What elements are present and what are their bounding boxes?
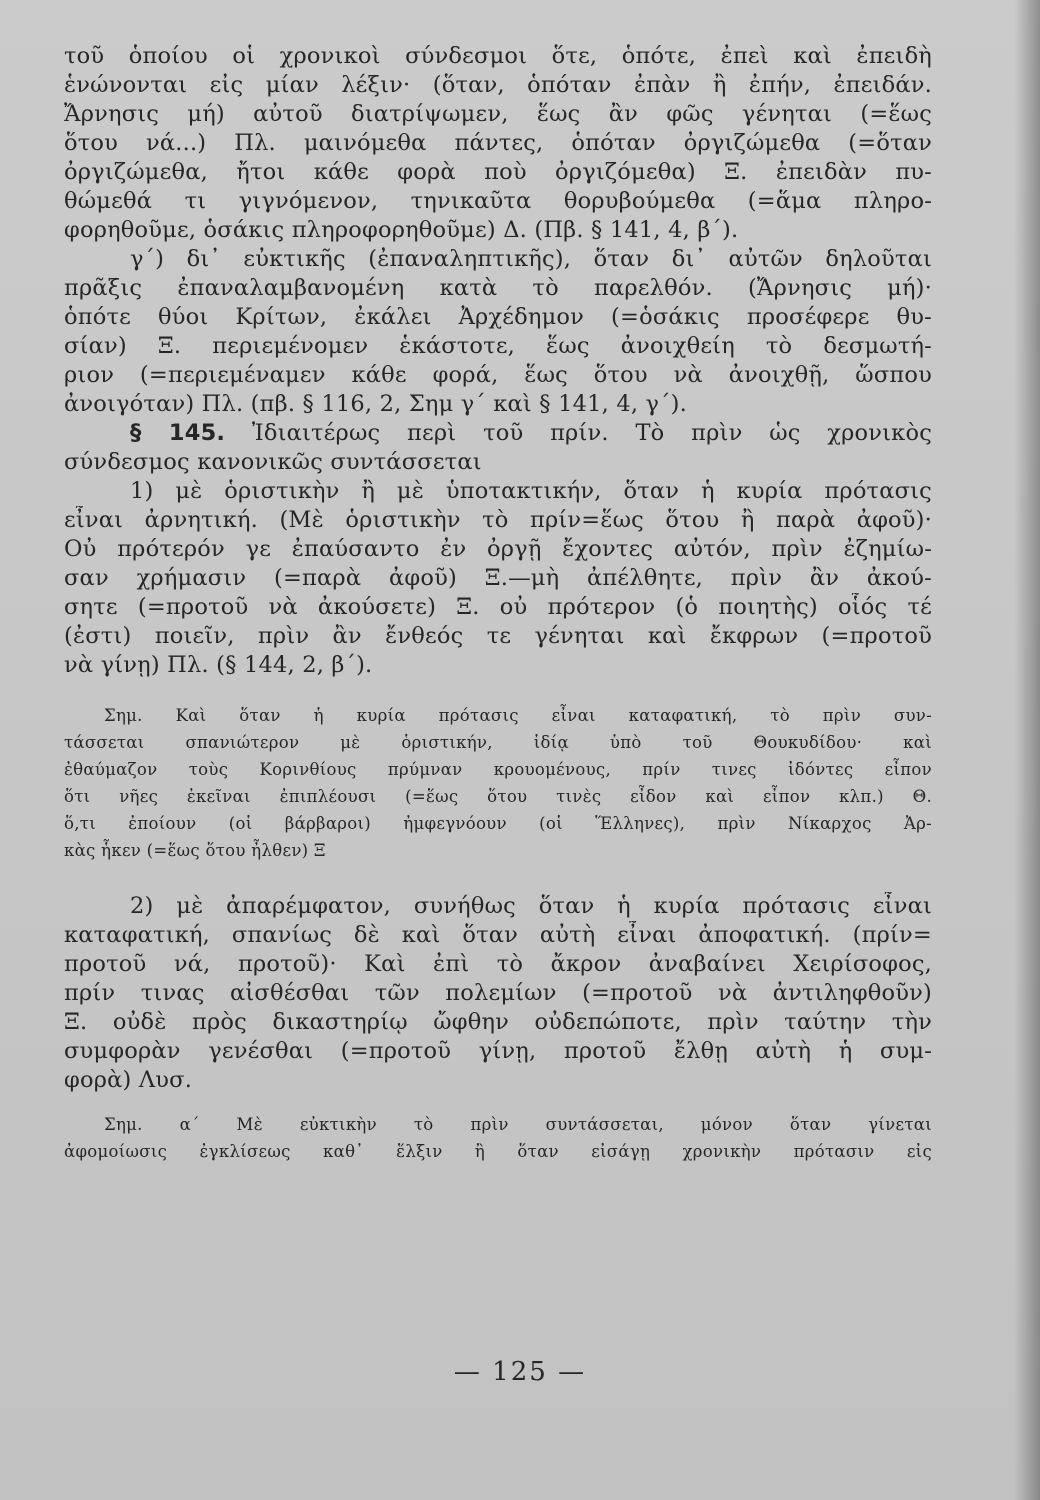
page-text (64, 42, 932, 1165)
note-line: ἐθαύμαζον τοὺς Κορινθίους πρύμναν κρουομένους, πρίν τινες ἰδόντες εἶπον (64, 760, 932, 779)
text-line: εἶναι ἀρνητική. (Μὲ ὁριστικὴν τὸ πρίν=ἕως ὅτου ἢ παρὰ ἀφοῦ)· (64, 507, 932, 533)
text-line: ἑνώνονται εἰς μίαν λέξιν· (ὅταν, ὁπόταν ἐπὰν ἢ ἐπήν, ἐπειδάν. (64, 72, 932, 98)
text-line: τοῦ ὁποίου οἱ χρονικοὶ σύνδεσμοι ὅτε, ὁπότε, ἐπεὶ καὶ ἐπειδὴ (64, 43, 932, 69)
text-line: καταφατική, σπανίως δὲ καὶ ὅταν αὐτὴ εἶναι ἀποφατική. (πρίν= (64, 922, 932, 948)
paragraph-item-2 (64, 892, 932, 1095)
text-line: πρίν τινας αἰσθέσθαι τῶν πολεμίων (=προτοῦ νὰ ἀντιληφθοῦν) (64, 980, 932, 1006)
text-line: σίαν) Ξ. περιεμένομεν ἑκάστοτε, ἕως ἀνοιχθείη τὸ δεσμωτή- (64, 333, 932, 359)
text-line: ἀνοιγόταν) Πλ. (πβ. § 116, 2, Σημ γ΄ καὶ § 141, 4, γ΄). (64, 391, 687, 417)
paragraph-item-1 (64, 477, 932, 680)
note-alpha (64, 1111, 932, 1165)
text-line: Ἄρνησις μή) αὐτοῦ διατρίψωμεν, ἕως ἂν φῶς γένηται (=ἕως (64, 101, 932, 127)
paragraph-continuation (64, 42, 932, 245)
note-line: ἀφομοίωσις ἐγκλίσεως καθ᾿ ἕλξιν ἢ ὅταν εἰσάγῃ χρονικὴν πρότασιν εἰς (64, 1142, 932, 1161)
text-line: προτοῦ νά, προτοῦ)· Καὶ ἐπὶ τὸ ἄκρον ἀναβαίνει Χειρίσοφος, (64, 951, 932, 977)
section-number: § 145. (130, 420, 226, 446)
text-line: θώμεθά τι γιγνόμενον, τηνικαῦτα θορυβούμεθα (=ἅμα πληρο- (64, 188, 932, 214)
text-line: σύνδεσμος κανονικῶς συντάσσεται (64, 449, 482, 475)
note-line: Σημ. Καὶ ὅταν ἡ κυρία πρότασις εἶναι καταφατική, τὸ πρὶν συν- (104, 706, 932, 725)
text-line: φορὰ) Λυσ. (64, 1067, 193, 1093)
note-line: ὅτι νῆες ἐκεῖναι ἐπιπλέουσι (=ἕως ὅτου τινὲς εἶδον καὶ εἶπον κλπ.) Θ. (64, 787, 932, 806)
text-line: ριον (=περιεμέναμεν κάθε φορά, ἕως ὅτου νὰ ἀνοιχθῇ, ὥσπου (64, 362, 932, 388)
text-line: Οὐ πρότερόν γε ἐπαύσαντο ἐν ὀργῇ ἔχοντες αὐτόν, πρὶν ἐζημίω- (64, 536, 932, 562)
text-line: νὰ γίνῃ) Πλ. (§ 144, 2, β΄). (64, 652, 373, 678)
text-line: σητε (=προτοῦ νὰ ἀκούσετε) Ξ. οὐ πρότερον (ὁ ποιητὴς) οἷός τέ (64, 594, 932, 620)
note-line: τάσσεται σπανιώτερον μὲ ὁριστικήν, ἰδίᾳ ὑπὸ τοῦ Θουκυδίδου· καὶ (64, 733, 932, 752)
note-line: ὅ,τι ἐποίουν (οἱ βάρβαροι) ἠμφεγνόουν (οἱ Ἕλληνες), πρὶν Νίκαρχος Ἀρ- (64, 814, 932, 833)
section-title-text: Ἰδιαιτέρως περὶ τοῦ πρίν. Τὸ πρὶν ὡς χρονικὸς (251, 420, 932, 446)
text-line: Ξ. οὐδὲ πρὸς δικαστηρίῳ ὤφθην οὐδεπώποτε, πρὶν ταύτην τὴν (64, 1009, 932, 1035)
text-line: ὀργιζώμεθα, ἤτοι κάθε φορὰ ποὺ ὀργιζόμεθα) Ξ. ἐπειδὰν πυ- (64, 159, 932, 185)
note-line: κὰς ἧκεν (=ἕως ὅτου ἦλθεν) Ξ (64, 841, 326, 860)
text-line (64, 419, 932, 448)
text-line: ὁπότε θύοι Κρίτων, ἐκάλει Ἀρχέδημον (=ὁσάκις προσέφερε θυ- (64, 304, 932, 330)
text-line: (ἐστι) ποιεῖν, πρὶν ἂν ἔνθεός τε γένηται καὶ ἔκφρων (=προτοῦ (64, 623, 932, 649)
text-line: πρᾶξις ἐπαναλαμβανομένη κατὰ τὸ παρελθόν. (Ἄρνησις μή)· (64, 275, 932, 301)
text-line: 2) μὲ ἀπαρέμφατον, συνήθως ὅταν ἡ κυρία πρότασις εἶναι (130, 893, 932, 919)
text-line: σαν χρήμασιν (=παρὰ ἀφοῦ) Ξ.—μὴ ἀπέλθητε, πρὶν ἂν ἀκού- (64, 565, 932, 591)
note-1 (64, 702, 932, 864)
text-line: φορηθοῦμε, ὁσάκις πληροφορηθοῦμε) Δ. (Πβ. § 141, 4, β΄). (64, 217, 739, 243)
text-line: 1) μὲ ὁριστικὴν ἢ μὲ ὑποτακτικήν, ὅταν ἡ κυρία πρότασις (130, 478, 932, 504)
text-line: γ΄) δι᾿ εὐκτικῆς (ἐπαναληπτικῆς), ὅταν δι᾿ αὐτῶν δηλοῦται (130, 246, 932, 272)
paragraph-gamma (64, 245, 932, 419)
text-line: συμφορὰν γενέσθαι (=προτοῦ γίνῃ, προτοῦ ἔλθῃ αὐτὴ ἡ συμ- (64, 1038, 932, 1064)
page-number: — 125 — (453, 1357, 587, 1387)
note-line: Σημ. α΄ Μὲ εὐκτικὴν τὸ πρὶν συντάσσεται, μόνον ὅταν γίνεται (104, 1115, 932, 1134)
text-line: ὅτου νά...) Πλ. μαινόμεθα πάντες, ὁπόταν ὀργιζώμεθα (=ὅταν (64, 130, 932, 156)
section-145 (64, 419, 932, 477)
page-edge-shadow (1014, 0, 1040, 1500)
